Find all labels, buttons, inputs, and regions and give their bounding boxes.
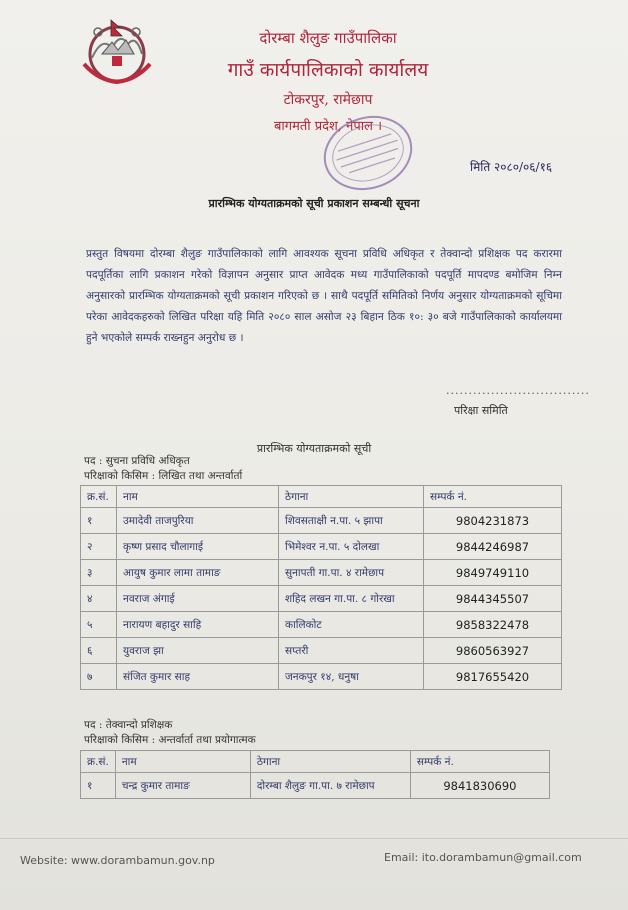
column-header-address: ठेगाना: [279, 486, 424, 508]
contact-cell: 9804231873: [424, 508, 562, 534]
notice-date: मिति २०८०/०६/१६: [470, 160, 553, 174]
exam-type-taekwondo-trainer: परिक्षाको किसिम : अन्तर्वार्ता तथा प्रयोगात्मक: [84, 734, 256, 746]
table-row: [81, 508, 562, 534]
office-name: गाउँ कार्यपालिकाको कार्यालय: [227, 59, 429, 81]
address-cell: शिवसताक्षी न.पा. ५ झापा: [279, 508, 424, 534]
column-header-address: ठेगाना: [250, 751, 410, 773]
serial-cell: ६: [81, 638, 117, 664]
notice-body: प्रस्तुत विषयमा दोरम्बा शैलुङ गाउँपालिकाको लागि आवश्यक सूचना प्रविधि अधिकृत र तेक्वान्दो प्रशिक्षक पद करारमा पदपूर्तिका लागि प्रकाशन गरेको विज्ञापन अनुसार प्राप्त आवेदक मध्य गाउँपालिकाको पदपूर्ति मापदण्ड बमोजिम निम्न अनुसारको प्रारम्भिक योग्यताक्रमको सूची प्रकाशन गरिएको छ । साथै पदपूर्ति समितिको निर्णय अनुसार योग्यताक्रमको सूचिमा परेका आवेदकहरुको लिखित परिक्षा यहि मिति २०८० साल असोज २३ बिहान ठिक १०: ३० बजे गाउँपालिकाको कार्यालयमा हुने भएकोले सम्पर्क राख्नहुन अनुरोध छ ।: [86, 248, 562, 344]
serial-cell: ७: [81, 664, 117, 690]
name-cell: युवराज झा: [117, 638, 279, 664]
address-cell: जनकपुर १४, धनुषा: [279, 664, 424, 690]
contact-cell: 9860563927: [424, 638, 562, 664]
table-row: [81, 638, 562, 664]
signature-line: ................................: [446, 384, 590, 397]
serial-cell: ४: [81, 586, 117, 612]
contact-cell: 9858322478: [424, 612, 562, 638]
table-row: [81, 560, 562, 586]
footer-email[interactable]: Email: ito.dorambamun@gmail.com: [384, 851, 582, 864]
candidate-table-taekwondo-trainer: [80, 750, 550, 799]
name-cell: चन्द्र कुमार तामाङ: [115, 773, 250, 799]
address-cell: शहिद लखन गा.पा. ८ गोरखा: [279, 586, 424, 612]
official-stamp: [318, 112, 418, 194]
contact-cell: 9849749110: [424, 560, 562, 586]
footer-website[interactable]: Website: www.dorambamun.gov.np: [20, 854, 215, 867]
table-row: [81, 586, 562, 612]
contact-cell: 9817655420: [424, 664, 562, 690]
table-header-row: [81, 751, 550, 773]
table-row: [81, 664, 562, 690]
table-header-row: [81, 486, 562, 508]
contact-cell: 9844246987: [424, 534, 562, 560]
signatory-committee: परिक्षा समिति: [454, 404, 508, 417]
list-title: प्रारम्भिक योग्यताक्रमको सूची: [256, 442, 372, 455]
table-row: [81, 612, 562, 638]
column-header-contact: सम्पर्क नं.: [410, 751, 549, 773]
column-header-serial: क्र.सं.: [81, 751, 116, 773]
name-cell: नवराज अंगाई: [117, 586, 279, 612]
serial-cell: ५: [81, 612, 117, 638]
column-header-serial: क्र.सं.: [81, 486, 117, 508]
contact-cell: 9841830690: [410, 773, 549, 799]
serial-cell: २: [81, 534, 117, 560]
municipality-name: दोरम्बा शैलुङ गाउँपालिका: [259, 29, 397, 47]
column-header-name: नाम: [115, 751, 250, 773]
name-cell: उमादेवी ताजपुरिया: [117, 508, 279, 534]
notice-subject: प्रारम्भिक योग्यताक्रमको सूची प्रकाशन सम्बन्धी सूचना: [208, 197, 420, 210]
address-cell: भिमेश्वर न.पा. ५ दोलखा: [279, 534, 424, 560]
table-row: [81, 534, 562, 560]
serial-cell: १: [81, 508, 117, 534]
candidate-table-it-officer: [80, 485, 562, 690]
address-cell: दोरम्बा शैलुङ गा.पा. ७ रामेछाप: [250, 773, 410, 799]
address-cell: सप्तरी: [279, 638, 424, 664]
address-cell: कालिकोट: [279, 612, 424, 638]
footer-divider: [0, 838, 628, 839]
serial-cell: ३: [81, 560, 117, 586]
column-header-contact: सम्पर्क नं.: [424, 486, 562, 508]
address-cell: सुनापती गा.पा. ४ रामेछाप: [279, 560, 424, 586]
table-row: [81, 773, 550, 799]
exam-type-it-officer: परिक्षाको किसिम : लिखित तथा अन्तर्वार्ता: [84, 470, 243, 482]
serial-cell: १: [81, 773, 116, 799]
column-header-name: नाम: [117, 486, 279, 508]
name-cell: कृष्ण प्रसाद चौलागाई: [117, 534, 279, 560]
post-label-taekwondo-trainer: पद : तेक्वान्दो प्रशिक्षक: [84, 719, 173, 731]
contact-cell: 9844345507: [424, 586, 562, 612]
name-cell: नारायण बहादुर साहि: [117, 612, 279, 638]
post-label-it-officer: पद : सुचना प्रविधि अधिकृत: [84, 455, 190, 467]
province-name: बागमती प्रदेश, नेपाल ।: [273, 119, 383, 134]
name-cell: आयुष कुमार लामा तामाङ: [117, 560, 279, 586]
name-cell: संजित कुमार साह: [117, 664, 279, 690]
office-location: टोकरपुर, रामेछाप: [283, 92, 373, 108]
